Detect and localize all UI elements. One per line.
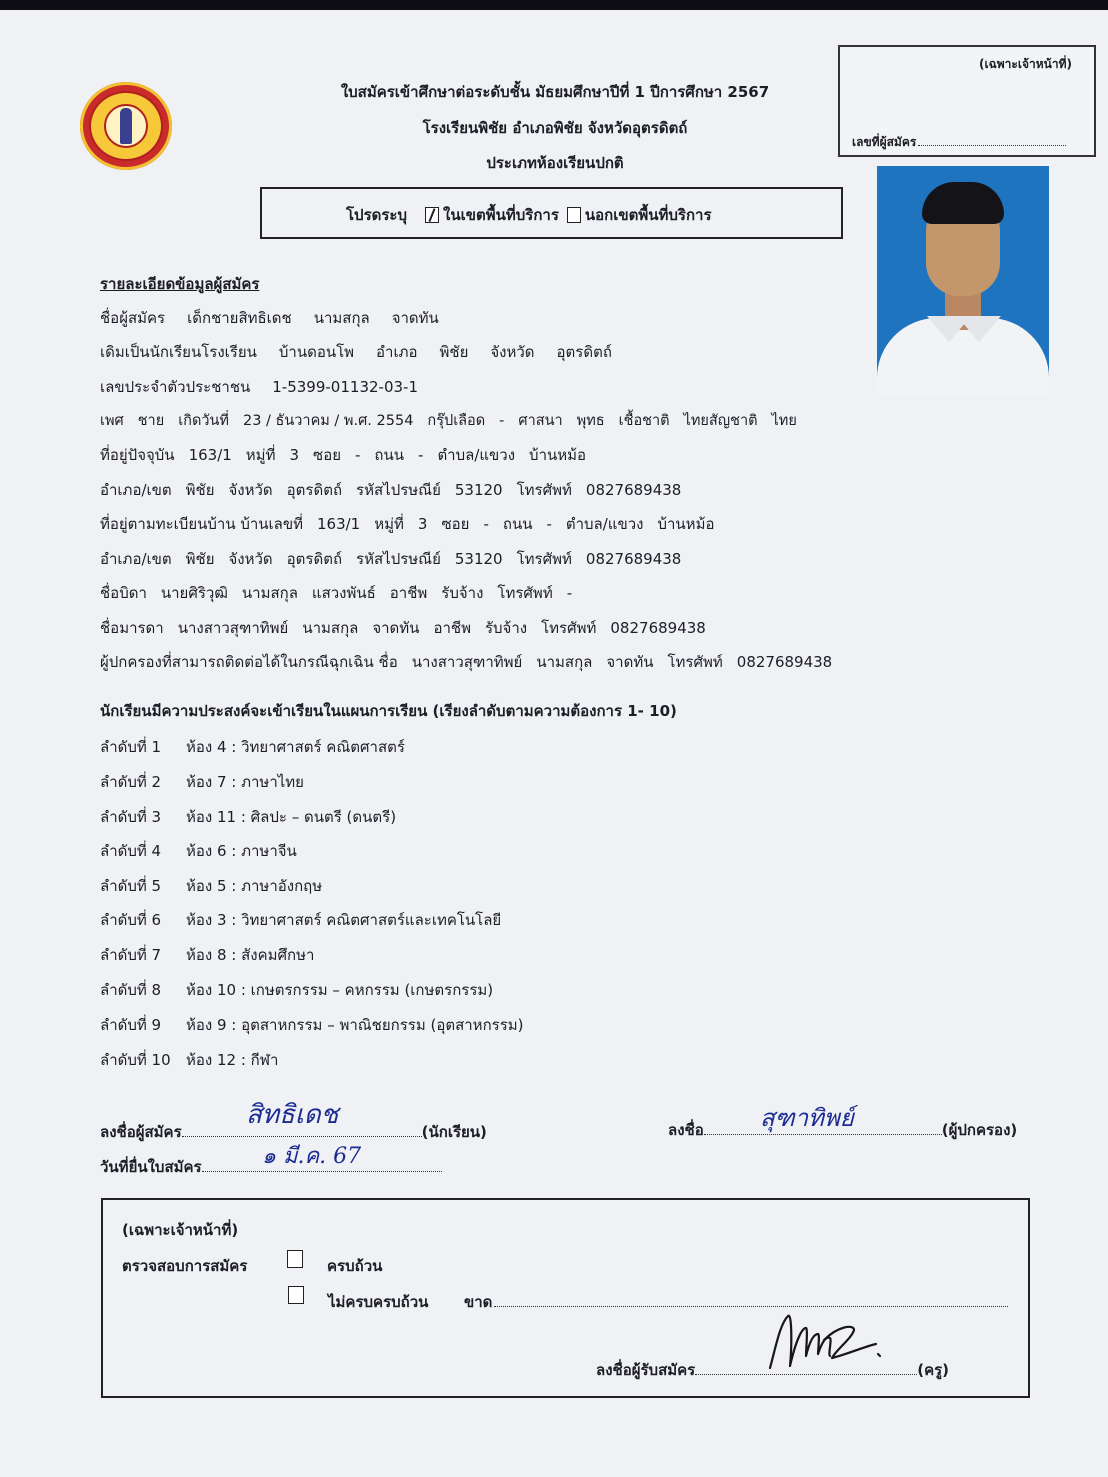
guardian-handwritten-signature: สุฑาทิพย์ [760, 1104, 854, 1132]
citizen-id-row: เลขประจำตัวประชาชน 1-5399-01132-03-1 [100, 378, 418, 396]
applicant-signature-field[interactable]: ลงชื่อผู้สมัคร (นักเรียน) [100, 1123, 487, 1141]
out-area-checkbox[interactable] [567, 207, 581, 223]
incomplete-label: ไม่ครบครบถ้วน [328, 1293, 429, 1311]
in-area-label: ในเขตพื้นที่บริการ [443, 206, 559, 224]
preference-item: ลำดับที่ 2 ห้อง 7 : ภาษาไทย [100, 773, 304, 791]
check-application-label: ตรวจสอบการสมัคร [122, 1257, 248, 1275]
former-school-row: เดิมเป็นนักเรียนโรงเรียน บ้านดอนโพ อำเภอ พิชัย จังหวัด อุตรดิตถ์ [100, 343, 612, 361]
classroom-type: ประเภทห้องเรียนปกติ [486, 154, 624, 172]
missing-items-field[interactable]: ขาด [464, 1290, 1008, 1314]
complete-label: ครบถ้วน [327, 1257, 383, 1275]
guardian-signature-field[interactable]: ลงชื่อ (ผู้ปกครอง) [668, 1121, 1018, 1139]
applicant-handwritten-signature: สิทธิเดช [246, 1100, 339, 1130]
school-name: โรงเรียนพิชัย อำเภอพิชัย จังหวัดอุตรดิตถ์ [422, 119, 688, 137]
current-address-district-row: อำเภอ/เขต พิชัย จังหวัด อุตรดิตถ์ รหัสไปรษณีย์ 53120 โทรศัพท์ 0827689438 [100, 481, 682, 499]
incomplete-checkbox[interactable] [288, 1286, 304, 1304]
applicant-photo [877, 166, 1049, 396]
application-date-field[interactable]: วันที่ยื่นใบสมัคร [100, 1155, 442, 1179]
personal-info-row: เพศ ชาย เกิดวันที่ 23 / ธันวาคม / พ.ศ. 2554 กรุ๊ปเลือด - ศาสนา พุทธ เชื้อชาติ ไทยสัญชาติ ไทย [100, 413, 797, 429]
details-heading: รายละเอียดข้อมูลผู้สมัคร [100, 275, 260, 293]
preferences-heading: นักเรียนมีความประสงค์จะเข้าเรียนในแผนการเรียน (เรียงลำดับตามความต้องการ 1- 10) [100, 702, 677, 720]
form-title: ใบสมัครเข้าศึกษาต่อระดับชั้น มัธยมศึกษาปีที่ 1 ปีการศึกษา 2567 [340, 83, 770, 101]
receiver-signature-field[interactable]: ลงชื่อผู้รับสมัคร (ครู) [596, 1361, 950, 1379]
mother-row: ชื่อมารดา นางสาวสุฑาทิพย์ นามสกุล จาดทัน อาชีพ รับจ้าง โทรศัพท์ 0827689438 [100, 619, 706, 637]
preference-item: ลำดับที่ 1 ห้อง 4 : วิทยาศาสตร์ คณิตศาสตร์ [100, 738, 405, 756]
preference-item: ลำดับที่ 5 ห้อง 5 : ภาษาอังกฤษ [100, 877, 323, 895]
preference-item: ลำดับที่ 3 ห้อง 11 : ศิลปะ – ดนตรี (ดนตรี) [100, 808, 397, 826]
service-area-selection [346, 203, 712, 227]
current-address-row: ที่อยู่ปัจจุบัน 163/1 หมู่ที่ 3 ซอย - ถนน - ตำบล/แขวง บ้านหม้อ [100, 446, 587, 464]
guardian-row: ผู้ปกครองที่สามารถติดต่อได้ในกรณีฉุกเฉิน ชื่อ นางสาวสุฑาทิพย์ นามสกุล จาดทัน โทรศัพท์ 0827689438 [100, 653, 833, 671]
in-area-checkbox[interactable] [425, 207, 439, 223]
preference-item: ลำดับที่ 10 ห้อง 12 : กีฬา [100, 1051, 279, 1069]
preference-item: ลำดับที่ 9 ห้อง 9 : อุตสาหกรรม – พาณิชยกรรม (อุตสาหกรรม) [100, 1016, 524, 1034]
application-date-handwritten: ๑ มี.ค. 67 [262, 1144, 362, 1169]
receiver-handwritten-signature [762, 1306, 892, 1378]
service-area-label: โปรดระบุ [346, 206, 408, 224]
applicant-number-field[interactable]: เลขที่ผู้สมัคร [852, 133, 1066, 152]
preference-item: ลำดับที่ 6 ห้อง 3 : วิทยาศาสตร์ คณิตศาสตร์และเทคโนโลยี [100, 911, 502, 929]
registered-address-district-row: อำเภอ/เขต พิชัย จังหวัด อุตรดิตถ์ รหัสไปรษณีย์ 53120 โทรศัพท์ 0827689438 [100, 550, 682, 568]
preference-item: ลำดับที่ 8 ห้อง 10 : เกษตรกรรม – คหกรรม (เกษตรกรรม) [100, 981, 494, 999]
preference-item: ลำดับที่ 4 ห้อง 6 : ภาษาจีน [100, 842, 297, 860]
out-area-label: นอกเขตพื้นที่บริการ [584, 206, 712, 224]
father-row: ชื่อบิดา นายศิริวุฒิ นามสกุล แสวงพันธ์ อาชีพ รับจ้าง โทรศัพท์ - [100, 584, 573, 602]
registered-address-row: ที่อยู่ตามทะเบียนบ้าน บ้านเลขที่ 163/1 หมู่ที่ 3 ซอย - ถนน - ตำบล/แขวง บ้านหม้อ [100, 515, 715, 533]
office-use-title: (เฉพาะเจ้าหน้าที่) [979, 57, 1072, 71]
preference-item: ลำดับที่ 7 ห้อง 8 : สังคมศึกษา [100, 946, 315, 964]
applicant-name-row: ชื่อผู้สมัคร เด็กชายสิทธิเดช นามสกุล จาดทัน [100, 309, 439, 327]
staff-box-title: (เฉพาะเจ้าหน้าที่) [122, 1221, 239, 1239]
school-seal-logo [80, 82, 172, 170]
complete-checkbox[interactable] [287, 1250, 303, 1268]
office-use-box [838, 45, 1096, 157]
